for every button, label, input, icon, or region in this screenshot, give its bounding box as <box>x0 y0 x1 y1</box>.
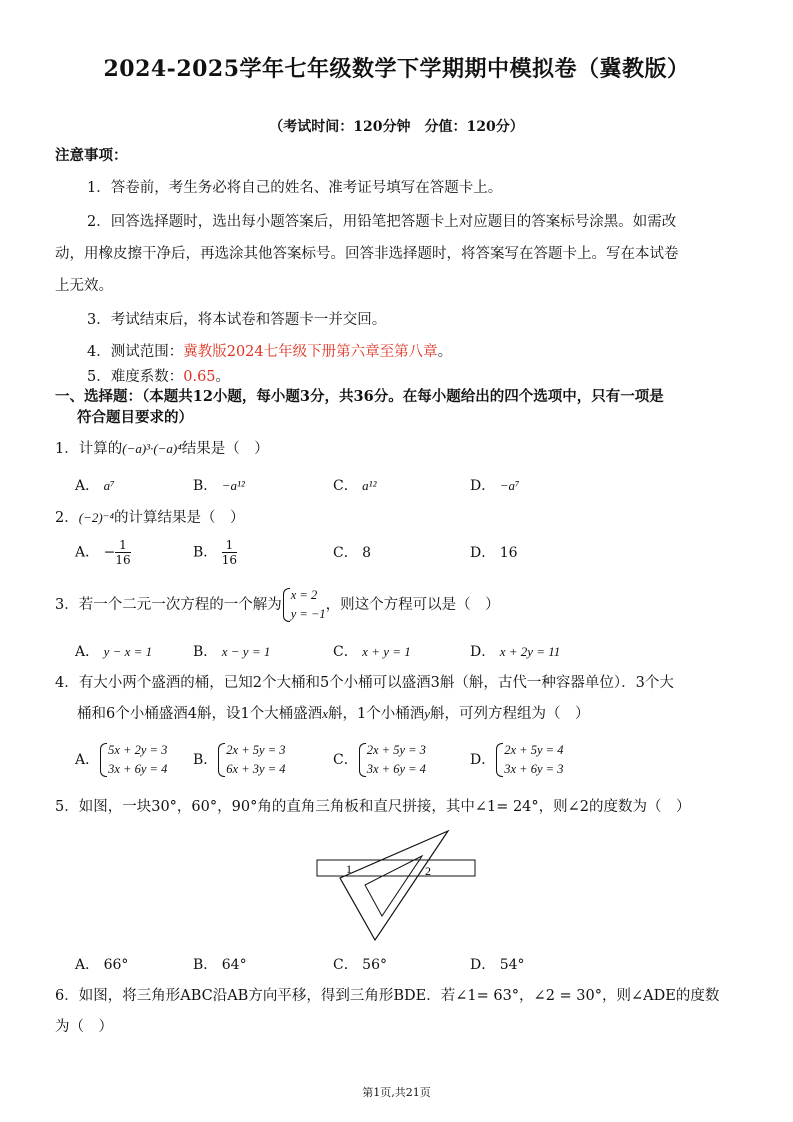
difficulty-value: 0.65 <box>183 369 216 385</box>
q2-a-numerator: 1 <box>115 538 130 553</box>
question-4-line2 <box>77 704 589 724</box>
ruler <box>317 860 475 876</box>
q1-expression: (−a)³·(−a)⁴ <box>122 441 182 456</box>
q4-c-label: C． <box>333 752 358 768</box>
q1-b-value: −a¹² <box>221 478 245 493</box>
q4-d-eq1: 2x + 5y = 4 <box>504 743 564 757</box>
q2-b-fraction <box>222 538 237 567</box>
q5-d-label: D． <box>470 957 496 973</box>
q4-c-eq1: 2x + 5y = 3 <box>366 743 426 757</box>
q4-b-eq1: 2x + 5y = 3 <box>226 743 286 757</box>
question-4-line1: 4．有大小两个盛酒的桶，已知2个大桶和5个小桶可以盛酒3斛（斛，古代一种容器单位）．3个大 <box>55 675 674 691</box>
q4-a-label: A． <box>75 752 100 768</box>
q5-b-value: 64° <box>221 957 247 973</box>
q3-sys-line1: x = 2 <box>290 588 318 602</box>
q4-text-b: 斛，1个小桶酒 <box>327 706 425 722</box>
q5-option-d[interactable] <box>470 955 525 975</box>
q1-option-c[interactable] <box>333 476 376 496</box>
q4-c-eq2: 3x + 6y = 4 <box>366 762 426 776</box>
q1-option-b[interactable] <box>193 476 245 496</box>
q1-d-value: −a⁷ <box>499 478 520 493</box>
section1-heading: 一、选择题：（本题共12小题，每小题3分，共36分。在每小题给出的四个选项中，只有一项是 <box>55 388 664 405</box>
q2-option-d[interactable] <box>470 543 518 563</box>
q3-a-value: y − x = 1 <box>103 644 153 659</box>
q4-text-c: 斛，可列方程组为（ ） <box>429 706 590 722</box>
q2-expression: (−2)⁻⁴ <box>78 510 115 525</box>
q1-c-value: a¹² <box>362 478 377 493</box>
page-title: 2024-2025学年七年级数学下学期期中模拟卷（冀教版） <box>103 56 690 82</box>
q3-d-label: D． <box>470 644 496 660</box>
q3-c-label: C． <box>333 644 358 660</box>
q3-b-label: B． <box>193 644 218 660</box>
question-1 <box>55 439 269 459</box>
note-2-line2: 动，用橡皮擦干净后，再选涂其他答案标号。回答非选择题时，将答案写在答题卡上。写在本试卷 <box>55 246 679 262</box>
note-5-label: 5．难度系数： <box>87 369 184 385</box>
q2-b-label: B． <box>193 544 218 561</box>
test-scope: 冀教版2024七年级下册第六章至第八章 <box>183 344 438 360</box>
q5-d-value: 54° <box>499 957 525 973</box>
q2-option-b[interactable] <box>193 538 237 567</box>
q5-option-b[interactable] <box>193 955 247 975</box>
note-4-label: 4．测试范围： <box>87 344 184 360</box>
section1-heading-cont: 符合题目要求的） <box>77 409 193 426</box>
triangle-inner <box>365 856 422 916</box>
q3-suffix: ，则这个方程可以是（ ） <box>325 597 500 613</box>
q4-c-system <box>358 741 426 779</box>
q5-a-value: 66° <box>103 957 129 973</box>
note-4-end: 。 <box>437 344 453 360</box>
q2-prefix: 2． <box>55 510 79 526</box>
q4-var-y: y <box>424 706 430 721</box>
q2-b-numerator: 1 <box>222 538 237 553</box>
q5-option-a[interactable] <box>75 955 128 975</box>
q2-option-c[interactable] <box>333 543 371 563</box>
question-3 <box>55 585 500 625</box>
q1-a-value: a⁷ <box>103 478 115 493</box>
q1-d-label: D． <box>470 478 496 494</box>
q3-c-value: x + y = 1 <box>362 644 411 659</box>
q4-b-system <box>217 741 285 779</box>
q2-option-a[interactable] <box>75 538 131 567</box>
q3-b-value: x − y = 1 <box>221 644 271 659</box>
note-5 <box>87 367 230 387</box>
q5-b-label: B． <box>193 957 218 973</box>
q2-b-denominator: 16 <box>221 553 238 567</box>
q2-a-sign: − <box>103 544 116 561</box>
q3-option-b[interactable] <box>193 642 270 662</box>
q3-option-d[interactable] <box>470 642 560 662</box>
q3-sys-line2: y = −1 <box>290 607 326 621</box>
q3-option-a[interactable] <box>75 642 152 662</box>
page-number: 第1页,共21页 <box>362 1086 431 1099</box>
q3-solution-system <box>282 586 326 624</box>
q5-option-c[interactable] <box>333 955 387 975</box>
q1-a-label: A． <box>75 478 100 494</box>
question-6-line1: 6．如图，将三角形ABC沿AB方向平移，得到三角形BDE．若∠1= 63°，∠2 = 30°，则∠ADE的度数 <box>55 988 720 1004</box>
q1-prefix: 1．计算的 <box>55 441 123 457</box>
note-3: 3．考试结束后，将本试卷和答题卡一并交回。 <box>87 312 387 328</box>
q3-a-label: A． <box>75 644 100 660</box>
q4-option-d[interactable] <box>470 740 563 780</box>
question-6-line2: 为（ ） <box>55 1019 113 1035</box>
note-1: 1．答卷前，考生务必将自己的姓名、准考证号填写在答题卡上。 <box>87 180 503 196</box>
q1-suffix: 结果是（ ） <box>181 441 269 457</box>
q1-option-d[interactable] <box>470 476 519 496</box>
q2-d-value: 16 <box>499 545 518 561</box>
q4-d-system <box>495 741 563 779</box>
q2-suffix: 的计算结果是（ ） <box>114 510 245 526</box>
q2-a-label: A． <box>75 544 100 561</box>
note-5-end: 。 <box>215 369 231 385</box>
q4-option-c[interactable] <box>333 740 426 780</box>
fig-angle-1: 1 <box>346 862 352 876</box>
q4-d-label: D． <box>470 752 496 768</box>
q4-b-eq2: 6x + 3y = 4 <box>226 762 286 776</box>
q3-d-value: x + 2y = 11 <box>499 644 561 659</box>
q4-a-system <box>99 741 167 779</box>
q4-var-x: x <box>322 706 328 721</box>
notes-heading: 注意事项： <box>55 147 128 164</box>
triangle-outer <box>340 831 448 940</box>
q1-c-label: C． <box>333 478 358 494</box>
q5-c-label: C． <box>333 957 358 973</box>
q4-option-a[interactable] <box>75 740 167 780</box>
q1-option-a[interactable] <box>75 476 115 496</box>
q4-d-eq2: 3x + 6y = 3 <box>504 762 564 776</box>
q5-a-label: A． <box>75 957 100 973</box>
question-5: 5．如图，一块30°，60°，90°角的直角三角板和直尺拼接，其中∠1= 24°，则∠2的度数为（ ） <box>55 799 691 815</box>
q3-prefix: 3．若一个二元一次方程的一个解为 <box>55 597 282 613</box>
q3-option-c[interactable] <box>333 642 411 662</box>
q1-b-label: B． <box>193 478 218 494</box>
q4-option-b[interactable] <box>193 740 286 780</box>
q2-c-value: 8 <box>362 545 372 561</box>
q2-c-label: C． <box>333 545 358 561</box>
note-2-line3: 上无效。 <box>55 278 113 294</box>
q2-a-fraction <box>115 538 130 567</box>
fig-angle-2: 2 <box>425 864 431 878</box>
q5-figure <box>310 828 485 943</box>
q5-c-value: 56° <box>362 957 387 973</box>
question-2 <box>55 508 245 528</box>
q2-d-label: D． <box>470 545 496 561</box>
note-2-line1: 2．回答选择题时，选出每小题答案后，用铅笔把答题卡上对应题目的答案标号涂黑。如需改 <box>87 214 677 230</box>
q4-b-label: B． <box>193 752 218 768</box>
note-4 <box>87 342 452 362</box>
exam-info: （考试时间：120分钟 分值：120分） <box>269 119 524 135</box>
q2-a-denominator: 16 <box>115 553 131 567</box>
q4-a-eq2: 3x + 6y = 4 <box>108 762 168 776</box>
q4-text-a: 桶和6个小桶盛酒4斛，设1个大桶盛酒 <box>77 706 323 722</box>
q4-a-eq1: 5x + 2y = 3 <box>108 743 168 757</box>
